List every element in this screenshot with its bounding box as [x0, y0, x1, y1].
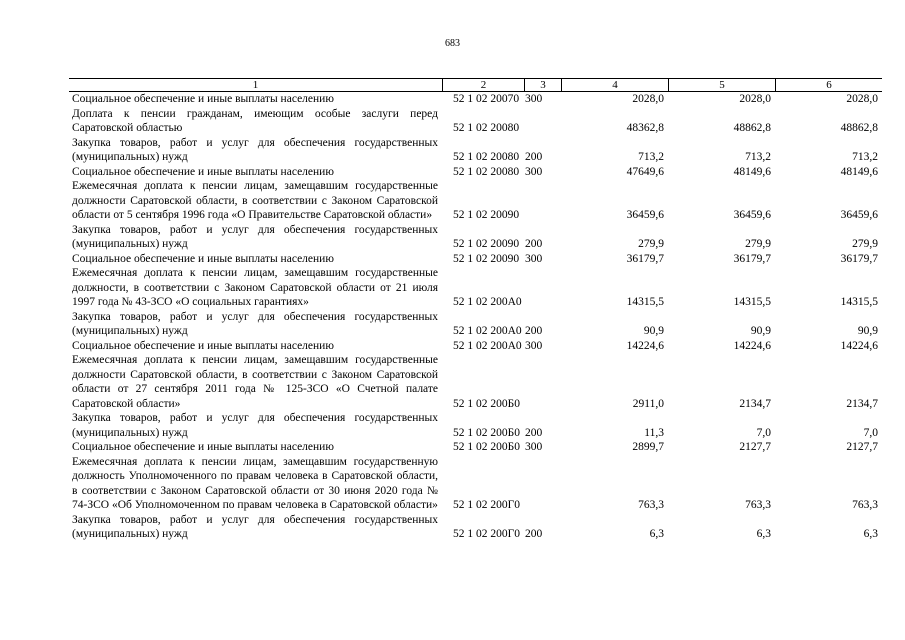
row-value-col-6: 2134,7 [846, 397, 878, 410]
row-target-code: 52 1 02 20090 [453, 238, 520, 250]
row-target-code: 52 1 02 200Б0 [453, 397, 520, 410]
row-target-code: 52 1 02 200Г0 [453, 528, 521, 540]
row-value-col-6: 14315,5 [840, 296, 878, 308]
table-row [69, 107, 882, 136]
table-row [69, 252, 882, 267]
row-expense-type: 300 [525, 441, 543, 453]
row-value-col-6: 36179,7 [840, 252, 878, 265]
row-expense-type: 200 [525, 325, 543, 337]
header-col-6: 6 [775, 79, 882, 91]
row-description: Доплата к пенсии гражданам, имеющим особые заслуги перед Саратовской областью [72, 107, 438, 134]
row-expense-type: 300 [525, 339, 543, 352]
row-value-col-4: 47649,6 [626, 165, 664, 178]
row-value-col-6: 48149,6 [840, 165, 878, 178]
row-value-col-6: 90,9 [857, 325, 878, 337]
table-row [69, 440, 882, 455]
row-description: Закупка товаров, работ и услуг для обеспечения государственных (муниципальных) нужд [72, 513, 438, 540]
row-value-col-6: 2028,0 [846, 93, 878, 105]
row-expense-type: 200 [525, 426, 543, 439]
row-description: Закупка товаров, работ и услуг для обеспечения государственных (муниципальных) нужд [72, 223, 438, 250]
row-value-col-5: 2028,0 [739, 93, 771, 105]
table-row [69, 310, 882, 339]
table-row [69, 92, 882, 107]
row-description: Социальное обеспечение и иные выплаты населению [72, 441, 334, 453]
row-value-col-5: 7,0 [756, 426, 771, 439]
row-expense-type: 300 [525, 93, 543, 105]
row-value-col-4: 2028,0 [632, 93, 664, 105]
table-header [69, 78, 882, 92]
header-col-5: 5 [668, 79, 775, 91]
row-value-col-4: 14224,6 [626, 339, 664, 352]
row-value-col-4: 11,3 [644, 426, 664, 439]
row-value-col-4: 36179,7 [626, 252, 664, 265]
row-target-code: 52 1 02 200Б0 [453, 441, 520, 453]
row-description: Ежемесячная доплата к пенсии лицам, замещавшим государственные должности Саратовской области, в соответствии с Законом Саратовской области от 27 сентября 2011 года № 125-ЗСО «О Счетной палате Саратовской области» [72, 354, 438, 410]
row-value-col-5: 14224,6 [733, 339, 771, 352]
row-expense-type: 200 [525, 528, 543, 540]
row-target-code: 52 1 02 20070 [453, 93, 520, 105]
row-description: Социальное обеспечение и иные выплаты населению [72, 165, 334, 178]
row-value-col-5: 36179,7 [733, 252, 771, 265]
row-value-col-4: 2911,0 [632, 397, 664, 410]
row-value-col-6: 48862,8 [840, 122, 878, 134]
row-value-col-4: 2899,7 [632, 441, 664, 453]
row-description: Ежемесячная доплата к пенсии лицам, замещавшим государственные должности Саратовской области, в соответствии с Законом Саратовской области от 5 сентября 1996 года «О Правительстве Саратовской области» [72, 180, 438, 221]
row-value-col-4: 6,3 [649, 528, 664, 540]
row-value-col-5: 713,2 [745, 151, 771, 163]
row-target-code: 52 1 02 200А0 [453, 296, 522, 308]
row-description: Закупка товаров, работ и услуг для обеспечения государственных (муниципальных) нужд [72, 412, 438, 439]
row-value-col-6: 279,9 [852, 238, 878, 250]
row-value-col-6: 713,2 [852, 151, 878, 163]
row-description: Ежемесячная доплата к пенсии лицам, замещавшим государственную должность Уполномоченного по правам человека в Саратовской области, в соответствии с Законом Саратовской области от 30 июня 2020 года № 74-ЗСО «Об Уполномоченном по правам человека в Саратовской области» [72, 455, 438, 511]
row-description: Социальное обеспечение и иные выплаты населению [72, 252, 334, 265]
budget-table [69, 78, 882, 542]
row-target-code: 52 1 02 20080 [453, 122, 520, 134]
row-expense-type [524, 179, 561, 223]
row-value-col-5: 6,3 [756, 528, 771, 540]
header-col-4: 4 [561, 79, 668, 91]
table-row [69, 223, 882, 252]
table-row [69, 513, 882, 542]
header-col-2: 2 [442, 79, 524, 91]
row-value-col-6: 763,3 [852, 499, 878, 511]
row-target-code: 52 1 02 20080 [453, 165, 520, 178]
row-value-col-4: 90,9 [643, 325, 664, 337]
row-description: Ежемесячная доплата к пенсии лицам, замещавшим государственные должности, в соответствии с Законом Саратовской области от 21 июля 1997 года № 43-ЗСО «О социальных гарантиях» [72, 267, 438, 308]
table-row [69, 179, 882, 223]
row-target-code: 52 1 02 20090 [453, 209, 520, 221]
row-value-col-5: 14315,5 [733, 296, 771, 308]
row-target-code: 52 1 02 200Б0 [453, 426, 520, 439]
row-value-col-4: 279,9 [638, 238, 664, 250]
row-value-col-5: 48862,8 [733, 122, 771, 134]
table-row [69, 165, 882, 180]
header-col-3: 3 [524, 79, 561, 91]
row-value-col-6: 6,3 [863, 528, 878, 540]
table-row [69, 353, 882, 411]
page-number: 683 [445, 38, 460, 49]
row-value-col-4: 14315,5 [626, 296, 664, 308]
header-col-1: 1 [252, 79, 259, 91]
row-value-col-5: 48149,6 [733, 165, 771, 178]
row-description: Социальное обеспечение и иные выплаты населению [72, 93, 334, 105]
row-target-code: 52 1 02 200А0 [453, 325, 522, 337]
row-expense-type: 200 [525, 151, 543, 163]
row-expense-type [524, 107, 561, 136]
row-value-col-5: 279,9 [745, 238, 771, 250]
row-value-col-5: 90,9 [750, 325, 771, 337]
row-target-code: 52 1 02 200Г0 [453, 499, 521, 511]
table-row [69, 411, 882, 440]
table-body [69, 92, 882, 542]
table-row [69, 136, 882, 165]
row-expense-type: 300 [525, 165, 543, 178]
row-expense-type [524, 455, 561, 513]
row-target-code: 52 1 02 20080 [453, 151, 520, 163]
row-target-code: 52 1 02 20090 [453, 252, 520, 265]
table-row [69, 266, 882, 310]
row-expense-type: 300 [525, 252, 543, 265]
row-value-col-6: 14224,6 [840, 339, 878, 352]
row-value-col-4: 36459,6 [626, 209, 664, 221]
row-value-col-6: 36459,6 [840, 209, 878, 221]
table-row [69, 339, 882, 354]
row-expense-type [524, 266, 561, 310]
row-expense-type: 200 [525, 238, 543, 250]
row-description: Закупка товаров, работ и услуг для обеспечения государственных (муниципальных) нужд [72, 136, 438, 163]
row-value-col-5: 36459,6 [733, 209, 771, 221]
row-target-code: 52 1 02 200А0 [453, 339, 522, 352]
row-value-col-6: 2127,7 [846, 441, 878, 453]
row-value-col-4: 48362,8 [626, 122, 664, 134]
row-value-col-4: 763,3 [638, 499, 664, 511]
table-row [69, 455, 882, 513]
row-expense-type [524, 353, 561, 411]
row-value-col-4: 713,2 [638, 151, 664, 163]
row-description: Социальное обеспечение и иные выплаты населению [72, 339, 334, 352]
row-value-col-5: 2134,7 [739, 397, 771, 410]
row-value-col-5: 763,3 [745, 499, 771, 511]
row-value-col-6: 7,0 [863, 426, 878, 439]
row-value-col-5: 2127,7 [739, 441, 771, 453]
row-description: Закупка товаров, работ и услуг для обеспечения государственных (муниципальных) нужд [72, 310, 438, 337]
